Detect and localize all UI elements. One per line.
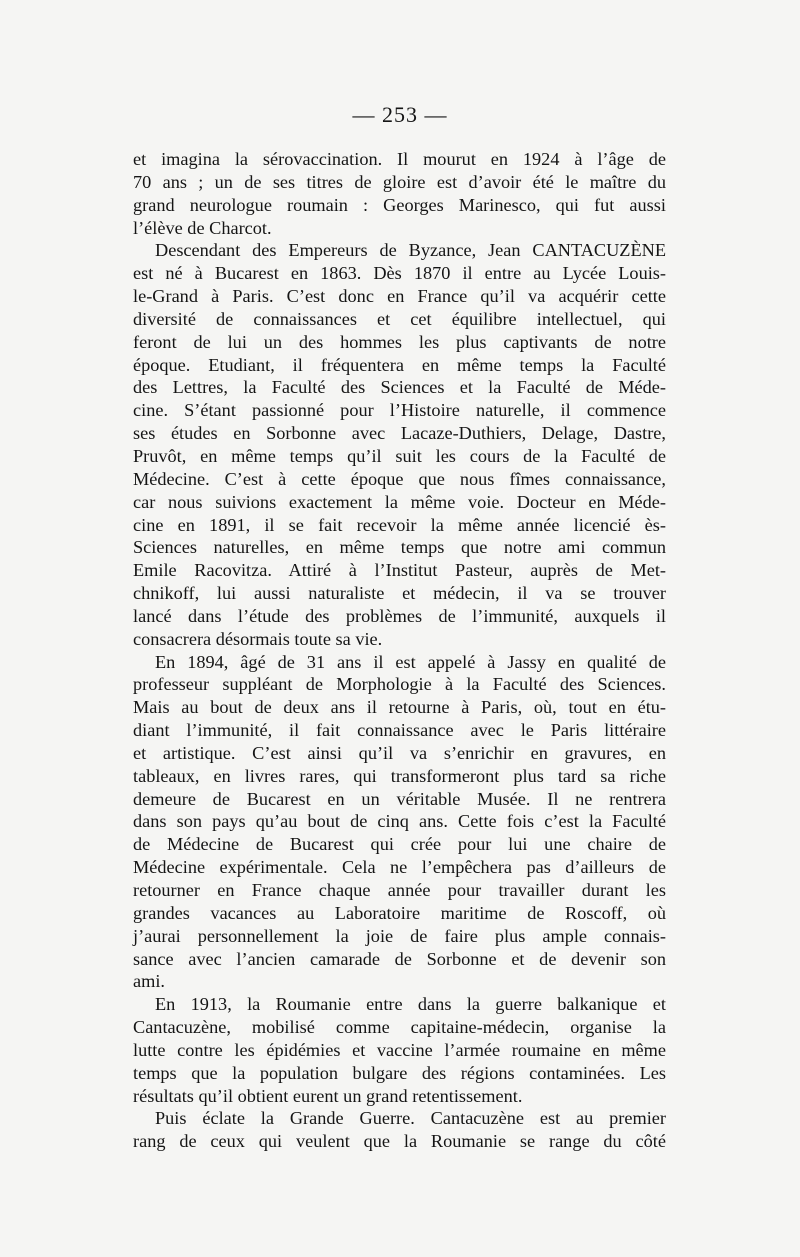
text-line: Médecine. C’est à cette époque que nous fîmes connaissance, [133, 468, 666, 489]
text-line: cine. S’étant passionné pour l’Histoire naturelle, il commence [133, 400, 666, 421]
text-line: En 1913, la Roumanie entre dans la guerre balkanique et [155, 994, 666, 1015]
text-line: 70 ans ; un de ses titres de gloire est d’avoir été le maître du [133, 171, 666, 192]
body-text [133, 148, 666, 1153]
text-line: Emile Racovitza. Attiré à l’Institut Pasteur, auprès de Met- [133, 560, 666, 581]
text-line: temps que la population bulgare des régions contaminées. Les [133, 1062, 666, 1083]
text-line: rang de ceux qui veulent que la Roumanie se range du côté [133, 1131, 666, 1152]
text-line: des Lettres, la Faculté des Sciences et la Faculté de Méde- [133, 377, 666, 398]
text-line: Cantacuzène, mobilisé comme capitaine-médecin, organise la [133, 1017, 666, 1038]
text-line: grandes vacances au Laboratoire maritime de Roscoff, où [133, 902, 666, 923]
text-line: En 1894, âgé de 31 ans il est appelé à Jassy en qualité de [155, 651, 666, 672]
text-line: ses études en Sorbonne avec Lacaze-Duthiers, Delage, Dastre, [133, 423, 666, 444]
text-line: demeure de Bucarest en un véritable Musée. Il ne rentrera [133, 788, 666, 809]
text-line: grand neurologue roumain : Georges Marinesco, qui fut aussi [133, 194, 666, 215]
text-line: j’aurai personnellement la joie de faire plus ample connais- [133, 925, 666, 946]
text-line: et artistique. C’est ainsi qu’il va s’enrichir en gravures, en [133, 742, 666, 763]
text-line: et imagina la sérovaccination. Il mourut en 1924 à l’âge de [133, 149, 666, 169]
text-line: dans son pays qu’au bout de cinq ans. Cette fois c’est la Faculté [133, 811, 666, 832]
text-line: diversité de connaissances et cet équilibre intellectuel, qui [133, 308, 666, 329]
text-line: de Médecine de Bucarest qui crée pour lui une chaire de [133, 834, 666, 855]
text-line: résultats qu’il obtient eurent un grand retentissement. [133, 1085, 523, 1106]
text-line: Pruvôt, en même temps qu’il suit les cours de la Faculté de [133, 445, 666, 466]
text-line: professeur suppléant de Morphologie à la Faculté des Sciences. [133, 674, 666, 695]
text-line: cine en 1891, il se fait recevoir la même année licencié ès- [133, 514, 666, 535]
text-line: le-Grand à Paris. C’est donc en France qu’il va acquérir cette [133, 286, 666, 307]
text-line: ami. [133, 971, 165, 992]
page-number: — 253 — [352, 102, 448, 127]
text-line: est né à Bucarest en 1863. Dès 1870 il entre au Lycée Louis- [133, 263, 666, 284]
text-line: lutte contre les épidémies et vaccine l’armée roumaine en même [133, 1039, 666, 1060]
text-line: Sciences naturelles, en même temps que notre ami commun [133, 537, 666, 558]
text-line: feront de lui un des hommes les plus captivants de notre [133, 331, 666, 352]
text-line: Descendant des Empereurs de Byzance, Jean CANTACUZÈNE [155, 240, 666, 261]
text-line: sance avec l’ancien camarade de Sorbonne et de devenir son [133, 948, 666, 969]
text-line: diant l’immunité, il fait connaissance avec le Paris littéraire [133, 720, 666, 741]
text-line: car nous suivions exactement la même voie. Docteur en Méde- [133, 491, 666, 512]
text-line: lancé dans l’étude des problèmes de l’immunité, auxquels il [133, 605, 666, 626]
text-line: Puis éclate la Grande Guerre. Cantacuzène est au premier [155, 1108, 666, 1129]
text-line: Mais au bout de deux ans il retourne à Paris, où, tout en étu- [133, 697, 666, 718]
text-line: l’élève de Charcot. [133, 217, 272, 238]
text-line: consacrera désormais toute sa vie. [133, 628, 383, 649]
text-line: chnikoff, lui aussi naturaliste et médecin, il va se trouver [133, 583, 666, 604]
text-line: époque. Etudiant, il fréquentera en même temps la Faculté [133, 354, 666, 375]
text-line: Médecine expérimentale. Cela ne l’empêchera pas d’ailleurs de [133, 857, 666, 878]
text-line: retourner en France chaque année pour travailler durant les [133, 880, 666, 900]
text-line: tableaux, en livres rares, qui transformeront plus tard sa riche [133, 765, 666, 786]
